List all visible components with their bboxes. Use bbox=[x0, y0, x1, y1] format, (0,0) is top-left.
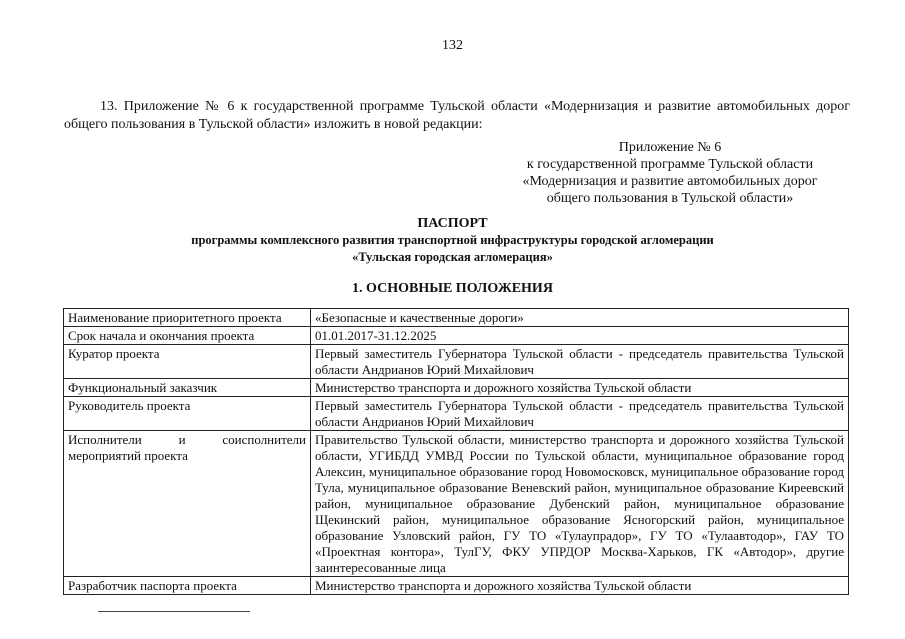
page-number: 132 bbox=[442, 38, 463, 53]
passport-subtitle: программы комплексного развития транспортной инфраструктуры городской агломерации bbox=[191, 233, 714, 247]
row-value: Правительство Тульской области, министерство транспорта и дорожного хозяйства Тульской области, УГИБДД УМВД России по Тульской области, муниципальное образование город Алексин, муниципальное образование город Новомосковск, муниципальное образование город Тула, муниципальное образование Веневский район, муниципальное образование Киреевский район, муниципальное образование Дубенский район, муниципальное образование Щекинский район, муниципальное образование Ясногорский район, муниципальное образование Узловский район, ГУ ТО «Тулаупрадор», ГУ ТО «Тулаавтодор», ГАУ ТО «Проектная контора», ТулГУ, ФКУ УПРДОР Москва-Харьков, ГК «Автодор», другие заинтересованные лица bbox=[311, 431, 849, 577]
row-label: Наименование приоритетного проекта bbox=[64, 309, 311, 327]
passport-title: ПАСПОРТ bbox=[417, 216, 488, 231]
section-heading: 1. ОСНОВНЫЕ ПОЛОЖЕНИЯ bbox=[352, 281, 553, 296]
row-label: Исполнители и соисполнители мероприятий проекта bbox=[64, 431, 311, 577]
intro-paragraph: 13. Приложение № 6 к государственной программе Тульской области «Модернизация и развитие автомобильных дорог общего пользования в Тульской области» изложить в новой редакции: bbox=[64, 99, 850, 132]
row-value: 01.01.2017-31.12.2025 bbox=[311, 327, 849, 345]
row-value: Первый заместитель Губернатора Тульской области - председатель правительства Тульской области Андрианов Юрий Михайлович bbox=[311, 397, 849, 431]
row-value: Министерство транспорта и дорожного хозяйства Тульской области bbox=[311, 379, 849, 397]
appendix-line: общего пользования в Тульской области» bbox=[546, 191, 794, 206]
row-label: Разработчик паспорта проекта bbox=[64, 577, 311, 595]
row-value: «Безопасные и качественные дороги» bbox=[311, 309, 849, 327]
row-label: Куратор проекта bbox=[64, 345, 311, 379]
table-row bbox=[64, 345, 849, 379]
appendix-reference bbox=[470, 139, 870, 207]
table-row bbox=[64, 309, 849, 327]
table-row bbox=[64, 327, 849, 345]
passport-header bbox=[0, 215, 905, 266]
appendix-line: «Модернизация и развитие автомобильных дорог bbox=[522, 174, 818, 189]
row-label: Функциональный заказчик bbox=[64, 379, 311, 397]
row-value: Первый заместитель Губернатора Тульской области - председатель правительства Тульской области Андрианов Юрий Михайлович bbox=[311, 345, 849, 379]
row-label: Срок начала и окончания проекта bbox=[64, 327, 311, 345]
table-row bbox=[64, 577, 849, 595]
table-row bbox=[64, 431, 849, 577]
appendix-line: к государственной программе Тульской области bbox=[526, 157, 814, 172]
project-passport-table bbox=[63, 308, 849, 595]
passport-agglomeration-name: «Тульская городская агломерация» bbox=[352, 250, 553, 264]
appendix-line: Приложение № 6 bbox=[618, 140, 722, 155]
footnote-divider bbox=[98, 611, 250, 612]
table-row bbox=[64, 379, 849, 397]
row-value: Министерство транспорта и дорожного хозяйства Тульской области bbox=[311, 577, 849, 595]
row-label: Руководитель проекта bbox=[64, 397, 311, 431]
table-row bbox=[64, 397, 849, 431]
